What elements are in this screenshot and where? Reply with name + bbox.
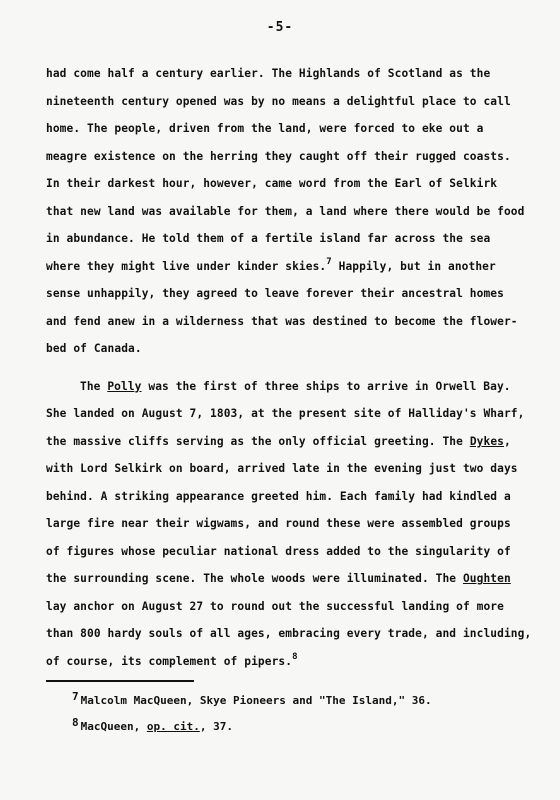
footnote-number: 7 (72, 690, 79, 703)
paragraph-1 (46, 60, 530, 363)
text-line: sense unhappily, they agreed to leave forever their ancestral homes (46, 287, 504, 300)
text-segment: of course, its complement of pipers. (46, 654, 293, 668)
text-line: and fend anew in a wilderness that was destined to become the flower- (46, 314, 518, 328)
text-segment: , (504, 434, 511, 448)
text-line: of figures whose peculiar national dress added to the singularity of (46, 544, 511, 558)
text-line: in abundance. He told them of a fertile island far across the sea (46, 232, 491, 245)
text-line: that new land was available for them, a land where there would be food (46, 204, 525, 218)
footnote-number: 8 (72, 716, 79, 729)
text-line (46, 253, 530, 281)
text-segment: The (80, 379, 108, 393)
footnote-8 (46, 714, 530, 740)
footnote-ref-8: 8 (292, 651, 298, 662)
footnote-text: Malcolm MacQueen, Skye Pioneers and "The Island," 36. (80, 694, 432, 707)
footnote-op-cit: op. cit. (146, 720, 200, 733)
text-line: In their darkest hour, however, came word from the Earl of Selkirk (46, 177, 498, 190)
footnote-7 (46, 688, 530, 714)
text-line: She landed on August 7, 1803, at the present site of Halliday's Wharf, (46, 407, 525, 420)
text-segment: where they might live under kinder skies. (46, 259, 327, 273)
text-line: large fire near their wigwams, and round these were assembled groups (46, 517, 511, 530)
text-segment: the surrounding scene. The whole woods were illuminated. The (46, 572, 463, 585)
footnote-ref-7: 7 (326, 256, 332, 267)
text-line: than 800 hardy souls of all ages, embracing every trade, and including, (46, 627, 532, 640)
text-line (46, 428, 530, 456)
footnote-text: MacQueen, (80, 720, 147, 733)
text-line: home. The people, driven from the land, were forced to eke out a (46, 122, 484, 135)
footnotes (46, 688, 530, 740)
ship-name-oughten: Oughten (462, 572, 511, 585)
text-line: with Lord Selkirk on board, arrived late in the evening just two days (46, 462, 518, 475)
text-segment: was the first of three ships to arrive in Orwell Bay. (141, 379, 511, 393)
text-line (46, 373, 530, 401)
text-line: had come half a century earlier. The Highlands of Scotland as the (46, 67, 491, 80)
text-line: behind. A striking appearance greeted him. Each family had kindled a (46, 489, 511, 503)
text-line (46, 565, 530, 593)
text-segment: the massive cliffs serving as the only official greeting. The (46, 434, 470, 448)
ship-name-polly: Polly (107, 379, 142, 393)
body-text (46, 60, 530, 675)
text-line: lay anchor on August 27 to round out the successful landing of more (46, 599, 504, 613)
text-line (46, 648, 530, 676)
text-segment: Happily, but in another (331, 259, 496, 273)
text-line: nineteenth century opened was by no means a delightful place to call (46, 94, 511, 108)
ship-name-dykes: Dykes (469, 434, 504, 448)
footnote-text: , 37. (199, 720, 233, 733)
paragraph-2 (46, 373, 530, 676)
footnote-divider (46, 680, 194, 682)
text-line: bed of Canada. (46, 342, 142, 355)
text-line: meagre existence on the herring they caught off their rugged coasts. (46, 149, 511, 163)
page-number: -5- (266, 20, 294, 35)
